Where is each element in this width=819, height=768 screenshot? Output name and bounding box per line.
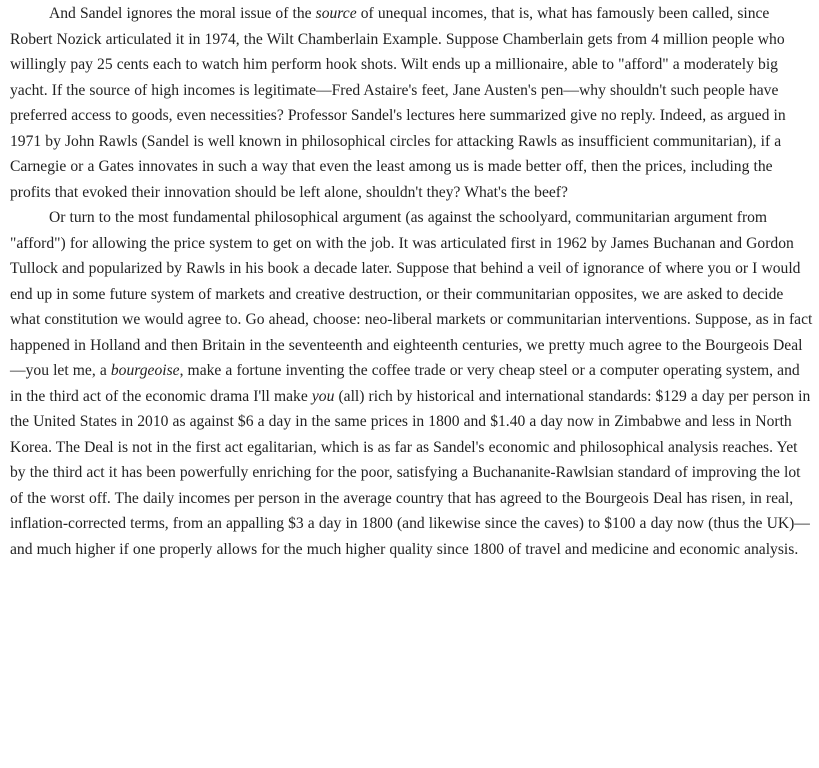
document-body — [10, 0, 814, 562]
paragraph-wilt-chamberlain — [10, 0, 814, 205]
italic-text-segment: source — [315, 5, 357, 22]
italic-text-segment: bourgeoise — [110, 362, 180, 379]
italic-text-segment: you — [311, 387, 335, 405]
text-segment: Or turn to the most fundamental philosophical argument (as against the schoolyard, communitarian argument from "afford") for allowing the price system to get on with the job. It was articulated first in 1962 by James Buchanan and Gordon Tullock and popularized by Rawls in his book a decade later. Suppose that behind a veil of ignorance of where you or I would end up in some future system of markets and creative destruction, or their communitarian opposites, we are asked to decide what constitution we would agree to. Go ahead, choose: neo-liberal markets or communitarian interventions. Suppose, as in fact happened in Holland and then Britain in the seventeenth and eighteenth centuries, we pretty much agree to the Bourgeois Deal—you let me, a — [10, 209, 813, 379]
text-segment: And Sandel ignores the moral issue of the — [49, 5, 316, 22]
text-segment: , make a fortune inventing the coffee trade or very cheap steel or a computer operating system, and in the third act of the economic drama I'll make — [10, 362, 800, 405]
paragraph-bourgeois-deal — [10, 205, 814, 562]
text-segment: (all) rich by historical and international standards: $129 a day per person in the United States in 2010 as against $6 a day in the same prices in 1800 and $1.40 a day now in Zimbabwe and less in North Korea. The Deal is not in the first act egalitarian, which is as far as Sandel's economic and philosophical analysis reaches. Yet by the third act it has been powerfully enriching for the poor, satisfying a Buchananite-Rawlsian standard of improving the lot of the worst off. The daily incomes per person in the average country that has agreed to the Bourgeois Deal has risen, in real, inflation-corrected terms, from an appalling $3 a day in 1800 (and likewise since the caves) to $100 a day now (thus the UK)—and much higher if one properly allows for the much higher quality since 1800 of travel and medicine and economic analysis. — [10, 387, 811, 558]
text-segment: of unequal incomes, that is, what has famously been called, since Robert Nozick articulated it in 1974, the Wilt Chamberlain Example. Suppose Chamberlain gets from 4 million people who willingly pay 25 cents each to watch him perform hook shots. Wilt ends up a millionaire, able to "afford" a moderately big yacht. If the source of high incomes is legitimate—Fred Astaire's feet, Jane Austen's pen—why shouldn't such people have preferred access to goods, even necessities? Professor Sandel's lectures here summarized give no reply. Indeed, as argued in 1971 by John Rawls (Sandel is well known in philosophical circles for attacking Rawls as insufficient communitarian), if a Carnegie or a Gates innovates in such a way that even the least among us is made better off, then the prices, including the profits that evoked their innovation should be left alone, shouldn't they? What's the beef? — [10, 5, 786, 201]
